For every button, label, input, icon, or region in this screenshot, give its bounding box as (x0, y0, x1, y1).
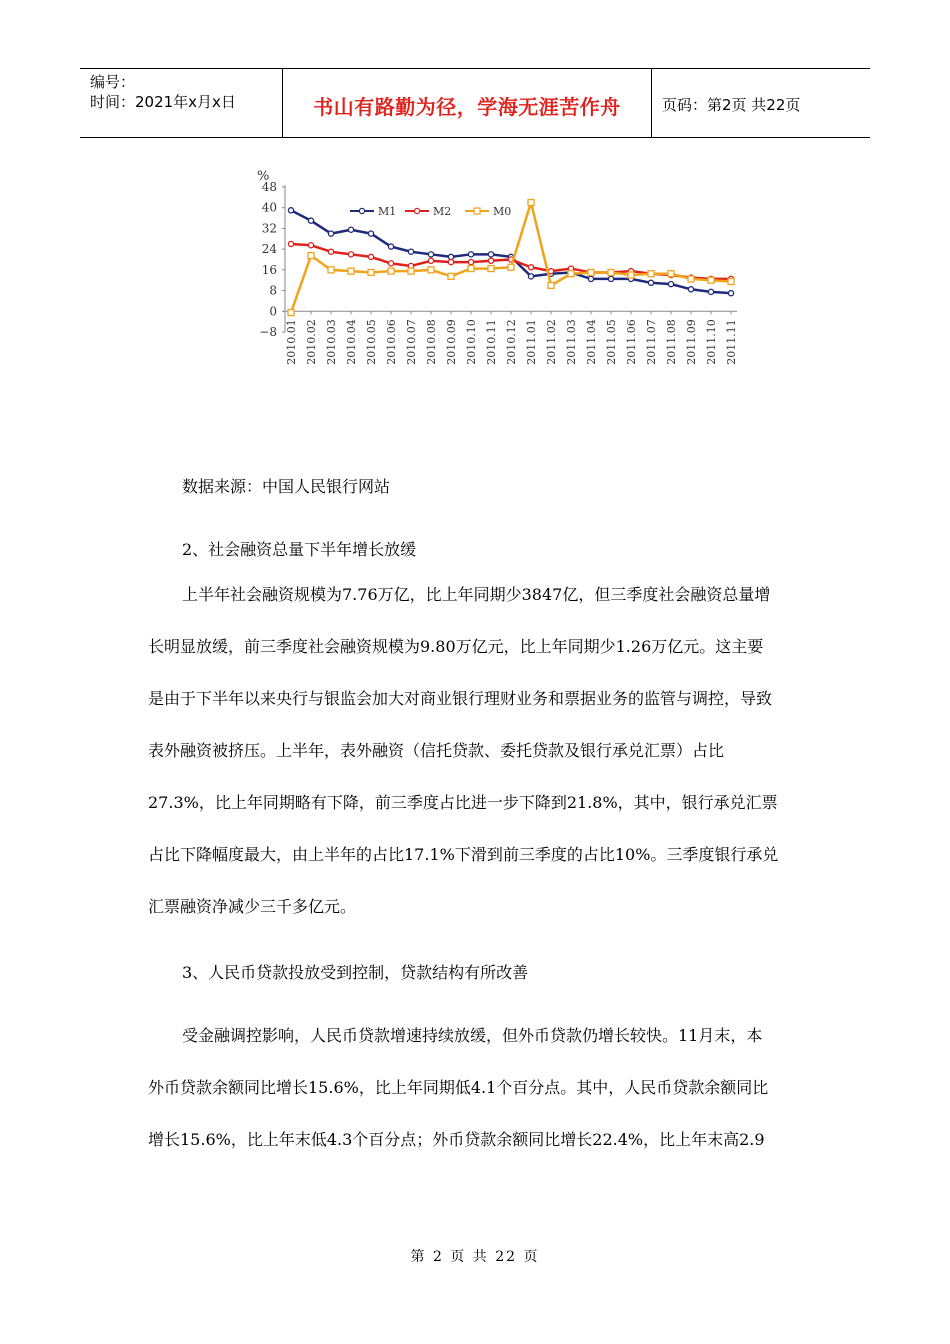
x-tick-label: 2011.09 (685, 319, 698, 365)
data-point-m2 (388, 261, 393, 266)
x-tick-label: 2011.06 (625, 319, 638, 365)
data-point-m0 (528, 200, 534, 206)
data-point-m2 (428, 258, 433, 263)
x-tick-label: 2010.07 (405, 319, 418, 365)
legend-label-m2: M2 (433, 205, 452, 218)
data-point-m2 (288, 241, 293, 246)
paragraph-line: 受金融调控影响，人民币贷款增速持续放缓，但外币贷款仍增长较快。11月末，本 (182, 1026, 763, 1045)
section-2-title: 2、社会融资总量下半年增长放缓 (182, 540, 417, 559)
data-point-m1 (328, 231, 333, 236)
data-point-m0 (308, 253, 314, 259)
data-point-m1 (388, 244, 393, 249)
data-point-m0 (288, 310, 294, 316)
data-point-m0 (508, 264, 514, 270)
paragraph-line: 长明显放缓，前三季度社会融资规模为9.80万亿元，比上年同期少1.26万亿元。这主要 (148, 637, 764, 656)
x-tick-label: 2010.11 (485, 319, 498, 365)
data-point-m0 (388, 268, 394, 274)
data-point-m0 (328, 267, 334, 273)
x-tick-label: 2011.11 (725, 319, 738, 365)
data-point-m2 (368, 254, 373, 259)
data-point-m1 (668, 281, 673, 286)
data-point-m0 (448, 273, 454, 279)
legend-marker-m2 (414, 208, 419, 213)
data-point-m0 (648, 271, 654, 277)
data-point-m1 (288, 208, 293, 213)
data-point-m2 (488, 258, 493, 263)
x-tick-label: 2010.06 (385, 319, 398, 365)
data-point-m1 (408, 249, 413, 254)
data-point-m0 (588, 269, 594, 275)
header-meta-cell (80, 69, 283, 137)
legend-label-m0: M0 (493, 205, 512, 218)
x-tick-label: 2010.09 (445, 319, 458, 365)
data-point-m2 (328, 249, 333, 254)
data-point-m0 (708, 277, 714, 283)
data-point-m0 (348, 268, 354, 274)
data-point-m2 (528, 265, 533, 270)
header-page-cell (652, 69, 870, 137)
data-point-m1 (448, 254, 453, 259)
data-point-m1 (468, 252, 473, 257)
x-tick-label: 2011.08 (665, 319, 678, 365)
paragraph-line: 27.3%，比上年同期略有下降，前三季度占比进一步下降到21.8%，其中，银行承兑汇票 (148, 793, 778, 812)
y-tick-label: 16 (261, 262, 277, 277)
data-point-m1 (708, 289, 713, 294)
data-point-m0 (608, 269, 614, 275)
page-code: 页码：第2页 共22页 (662, 96, 801, 114)
x-tick-label: 2011.07 (645, 319, 658, 365)
paragraph-line: 上半年社会融资规模为7.76万亿，比上年同期少3847亿，但三季度社会融资总量增 (182, 585, 771, 604)
x-tick-label: 2010.02 (305, 319, 318, 365)
x-tick-label: 2011.03 (565, 319, 578, 365)
page-footer: 第 2 页 共 22 页 (410, 1249, 540, 1265)
number-label: 编号： (90, 73, 136, 91)
paragraph-line: 占比下降幅度最大，由上半年的占比17.1%下滑到前三季度的占比10%。三季度银行承兑 (148, 845, 779, 864)
y-tick-label: 48 (261, 180, 277, 194)
x-tick-label: 2010.12 (505, 319, 518, 365)
motto: 书山有路勤为径，学海无涯苦作舟 (313, 95, 621, 119)
header-motto-cell (283, 69, 652, 137)
y-tick-label: 32 (261, 221, 277, 236)
data-point-m1 (648, 280, 653, 285)
data-point-m0 (688, 276, 694, 282)
data-point-m0 (468, 266, 474, 272)
x-tick-label: 2010.03 (325, 319, 338, 365)
data-point-m1 (528, 274, 533, 279)
data-point-m0 (668, 271, 674, 277)
paragraph-line: 汇票融资净减少三千多亿元。 (148, 897, 357, 916)
data-point-m1 (608, 276, 613, 281)
data-point-m1 (368, 231, 373, 236)
data-point-m0 (548, 282, 554, 288)
data-point-m0 (368, 269, 374, 275)
x-tick-label: 2010.04 (345, 319, 358, 365)
legend-marker-m0 (474, 208, 480, 214)
x-tick-label: 2010.05 (365, 319, 378, 365)
header-table (80, 68, 870, 138)
data-point-m0 (428, 267, 434, 273)
legend-marker-m1 (359, 208, 364, 213)
x-tick-label: 2011.02 (545, 319, 558, 365)
x-tick-label: 2011.05 (605, 319, 618, 365)
y-tick-label: 8 (269, 283, 277, 298)
paragraph-line: 外币贷款余额同比增长15.6%，比上年同期低4.1个百分点。其中，人民币贷款余额同比 (148, 1078, 769, 1097)
x-tick-label: 2010.08 (425, 319, 438, 365)
legend-label-m1: M1 (378, 205, 397, 218)
section-3-title: 3、人民币贷款投放受到控制，贷款结构有所改善 (182, 963, 529, 982)
data-point-m2 (308, 243, 313, 248)
money-supply-chart (245, 160, 745, 410)
y-axis-label: % (257, 169, 270, 184)
x-tick-label: 2010.10 (465, 319, 478, 365)
x-tick-label: 2011.04 (585, 319, 598, 365)
data-point-m1 (428, 252, 433, 257)
data-point-m0 (728, 279, 734, 285)
paragraph-line: 表外融资被挤压。上半年，表外融资（信托贷款、委托贷款及银行承兑汇票）占比 (148, 741, 725, 760)
data-point-m0 (408, 268, 414, 274)
data-point-m0 (488, 266, 494, 272)
data-point-m0 (628, 272, 634, 278)
data-point-m0 (568, 271, 574, 277)
y-tick-label: 0 (269, 304, 277, 319)
x-tick-label: 2010.01 (285, 319, 298, 365)
y-tick-label: −8 (259, 325, 277, 339)
data-point-m1 (348, 227, 353, 232)
source-line: 数据来源：中国人民银行网站 (182, 477, 391, 496)
x-tick-label: 2011.01 (525, 319, 538, 365)
y-tick-label: 24 (261, 242, 277, 257)
time-label: 时间：2021年x月x日 (90, 93, 236, 111)
y-tick-label: 40 (261, 200, 277, 215)
chart-svg (245, 160, 745, 410)
data-point-m2 (468, 259, 473, 264)
data-point-m1 (588, 276, 593, 281)
x-tick-label: 2011.10 (705, 319, 718, 365)
data-point-m2 (348, 252, 353, 257)
data-point-m1 (728, 291, 733, 296)
data-point-m2 (448, 259, 453, 264)
data-point-m1 (488, 252, 493, 257)
data-point-m1 (688, 287, 693, 292)
paragraph-line: 是由于下半年以来央行与银监会加大对商业银行理财业务和票据业务的监管与调控，导致 (148, 689, 773, 708)
data-point-m1 (308, 218, 313, 223)
paragraph-line: 增长15.6%，比上年末低4.3个百分点；外币贷款余额同比增长22.4%，比上年末高2.9 (148, 1130, 765, 1149)
